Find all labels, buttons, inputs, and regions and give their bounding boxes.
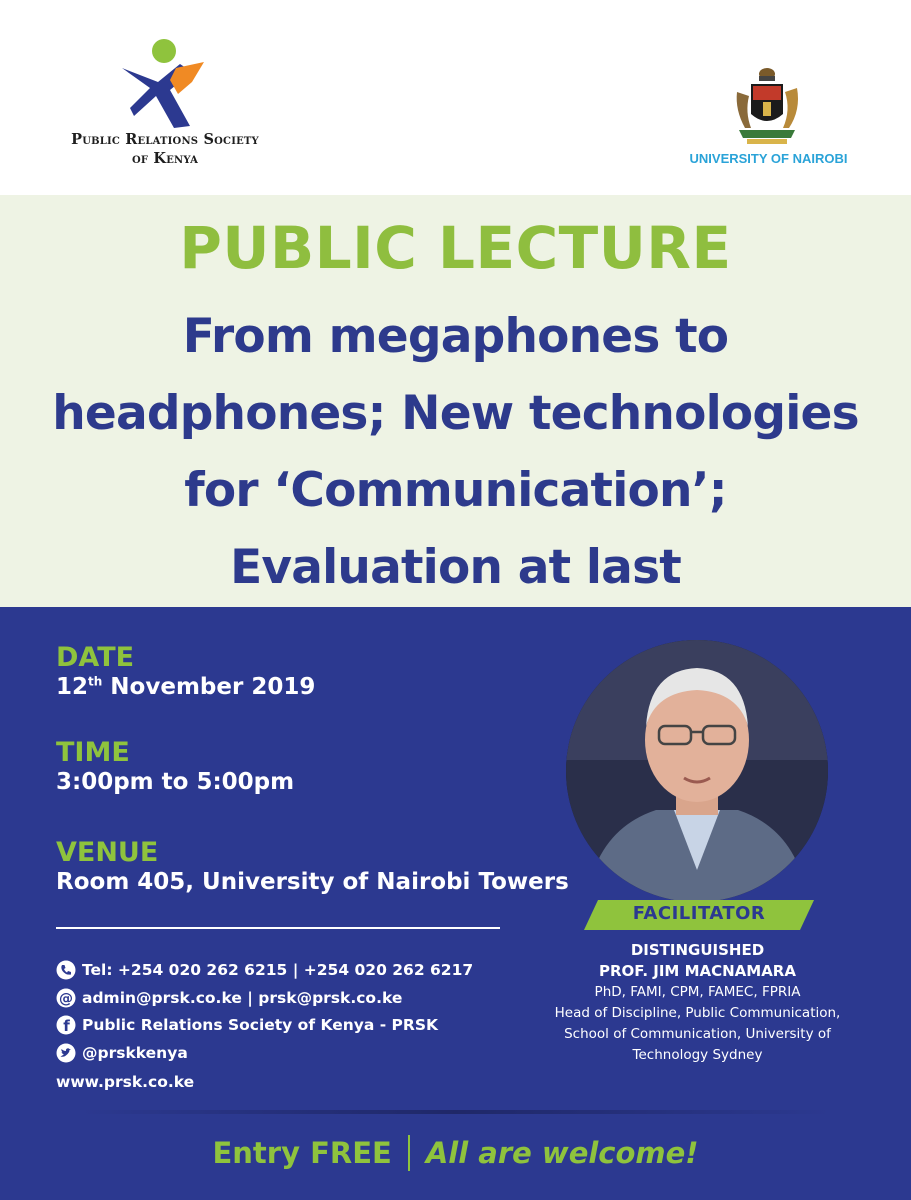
time-label: TIME (56, 737, 130, 768)
entry-prefix: Entry (212, 1136, 311, 1170)
facilitator-role2: School of Communication, University of (564, 1026, 831, 1042)
entry-separator (408, 1135, 410, 1171)
facilitator-details (540, 940, 855, 1066)
prsk-name-line2: of Kenya (131, 150, 199, 167)
facebook-text: Public Relations Society of Kenya - PRSK (82, 1016, 439, 1034)
phone-text: Tel: +254 020 262 6215 | +254 020 262 6217 (82, 961, 474, 979)
facilitator-name: PROF. JIM MACNAMARA (599, 962, 796, 980)
contact-website[interactable] (56, 1071, 194, 1093)
email-text: admin@prsk.co.ke | prsk@prsk.co.ke (82, 989, 403, 1007)
facilitator-credentials: PhD, FAMI, CPM, FAMEC, FPRIA (594, 984, 801, 1000)
topic-line: From megaphones to (182, 309, 729, 364)
time-value: 3:00pm to 5:00pm (56, 769, 295, 795)
entry-welcome: All are welcome! (425, 1136, 699, 1170)
lecture-topic (20, 298, 891, 606)
topic-line: Evaluation at last (230, 540, 681, 595)
date-label: DATE (56, 642, 135, 673)
facilitator-portrait-icon (566, 640, 828, 902)
lecture-heading: PUBLIC LECTURE (179, 214, 732, 282)
contact-phone[interactable] (56, 959, 473, 981)
footer-divider (80, 1110, 831, 1114)
prsk-name-line1: Public Relations Society (71, 131, 259, 148)
divider (56, 927, 500, 929)
contact-email[interactable] (56, 987, 402, 1009)
twitter-text: @prskkenya (82, 1044, 188, 1062)
email-icon (56, 988, 76, 1008)
facilitator-photo (566, 640, 828, 902)
venue-value: Room 405, University of Nairobi Towers (56, 869, 569, 895)
date-rest: November 2019 (102, 674, 316, 700)
entry-line (0, 1135, 911, 1171)
topic-line: for ‘Communication’; (184, 463, 727, 518)
facilitator-role1: Head of Discipline, Public Communication, (554, 1005, 841, 1021)
date-day: 12 (56, 674, 89, 700)
entry-free: FREE (310, 1136, 392, 1170)
uon-crest-icon (733, 62, 801, 146)
twitter-icon (56, 1043, 76, 1063)
svg-text:@: @ (59, 991, 73, 1007)
header (0, 0, 911, 195)
prsk-name (40, 130, 290, 168)
date-suffix: th (88, 674, 103, 689)
topic-line: headphones; New technologies (52, 386, 859, 441)
facebook-icon (56, 1015, 76, 1035)
date-value (56, 674, 315, 700)
website-text: www.prsk.co.ke (56, 1073, 195, 1091)
facilitator-role3: Technology Sydney (632, 1047, 763, 1063)
prsk-logo-icon (118, 38, 208, 130)
facilitator-line1: DISTINGUISHED (630, 941, 765, 959)
svg-text:f: f (63, 1017, 70, 1035)
contact-facebook[interactable] (56, 1014, 438, 1036)
phone-icon (56, 960, 76, 980)
contact-twitter[interactable] (56, 1042, 188, 1064)
facilitator-label: FACILITATOR (632, 903, 766, 924)
uon-name: UNIVERSITY OF NAIROBI (689, 151, 848, 166)
venue-label: VENUE (56, 837, 159, 868)
